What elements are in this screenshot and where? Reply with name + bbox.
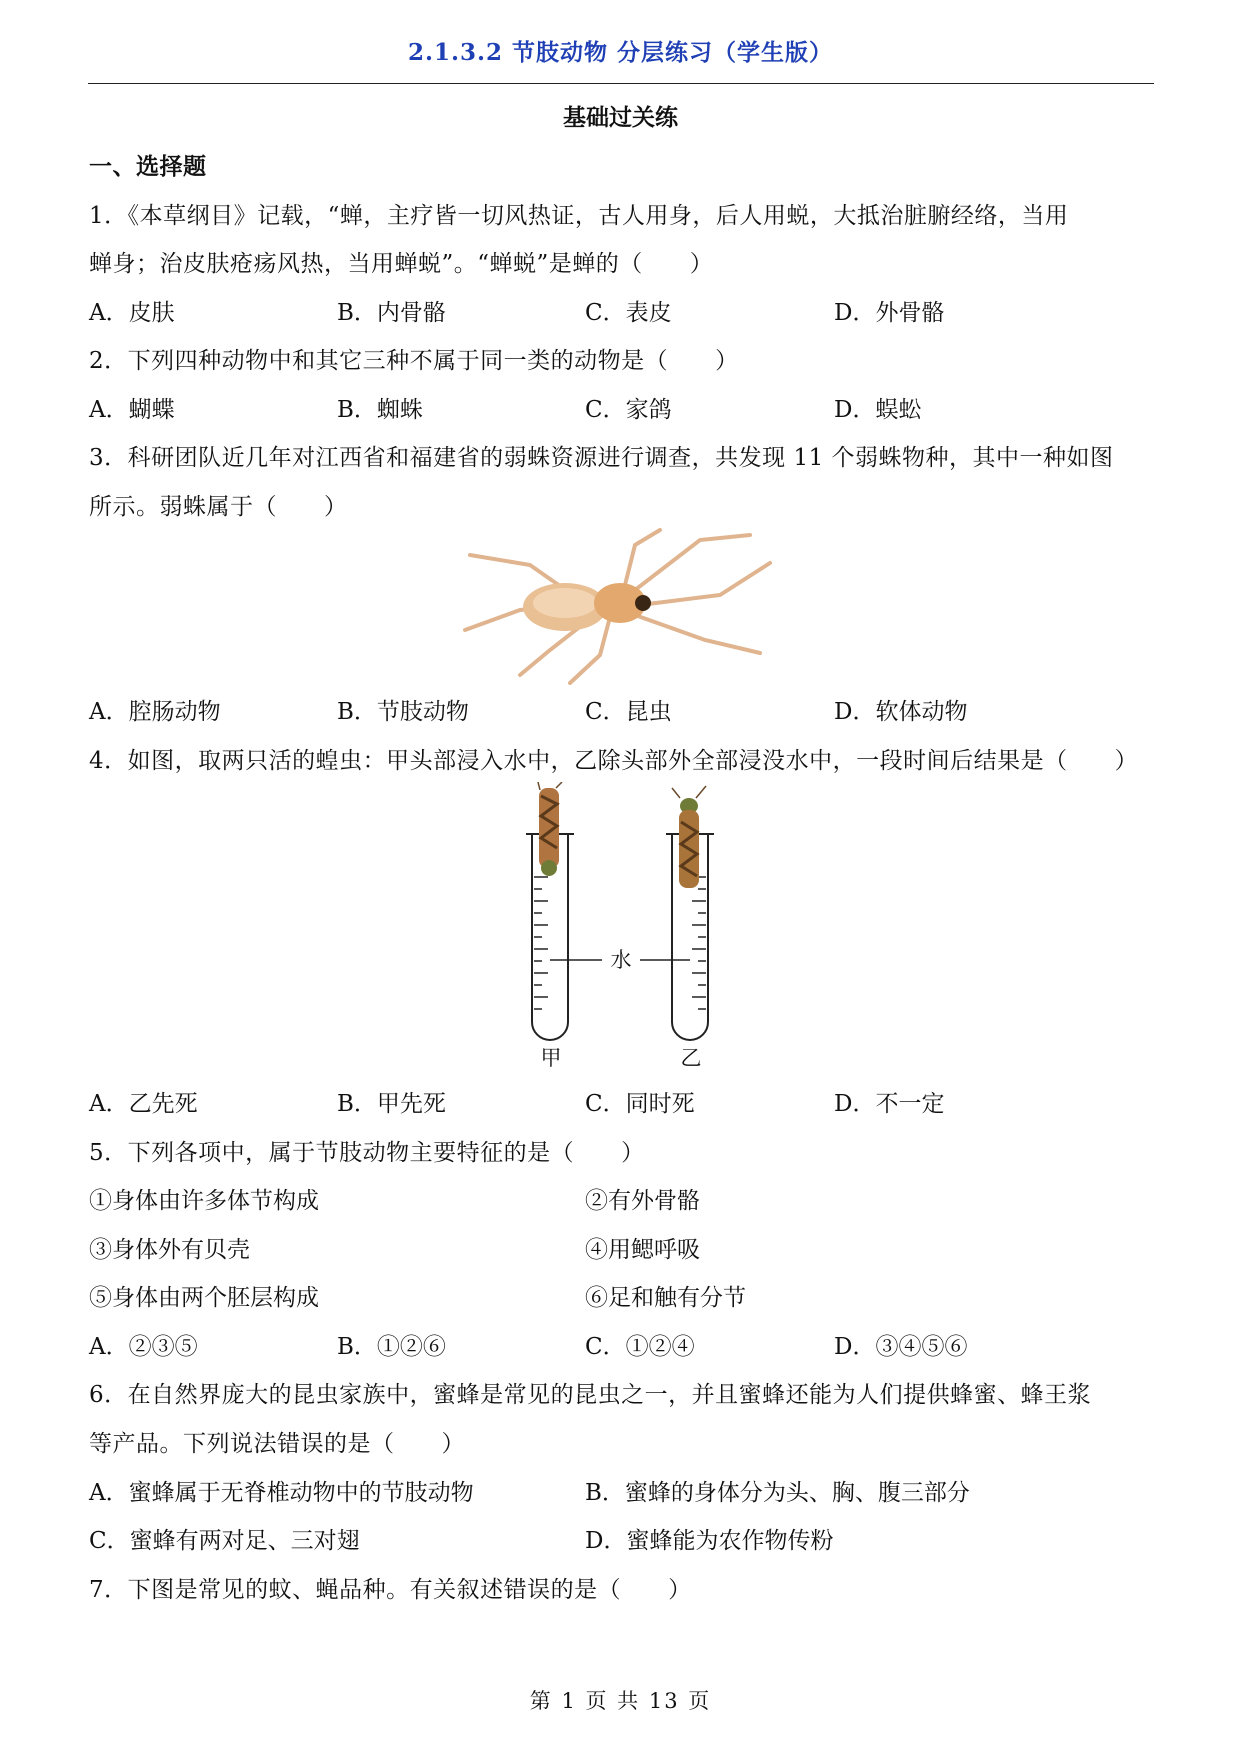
q6-option-b: B．蜜蜂的身体分为头、胸、腹三部分 [585,1480,970,1506]
q5-option-b: B．①②⑥ [337,1334,446,1360]
question-2-line-1: 2．下列四种动物中和其它三种不属于同一类的动物是（ ） [89,348,739,374]
tube-jia-label: 甲 [540,1046,562,1070]
locust-test-tube-figure [510,782,730,1072]
spider-figure [460,525,780,685]
q2-option-c: C．家鸽 [585,397,672,423]
q1-option-c: C．表皮 [585,300,672,326]
q2-option-d: D．蜈蚣 [834,397,922,423]
q1-option-a: A．皮肤 [89,300,175,326]
q3-option-c: C．昆虫 [585,699,672,725]
question-1-line-1: 1．《本草纲目》记载，“蝉，主疗皆一切风热证，古人用身，后人用蜕，大抵治脏腑经络，当用 [89,203,1069,229]
q6-option-c: C．蜜蜂有两对足、三对翅 [89,1528,360,1554]
q5-item-6: ⑥足和触有分节 [585,1285,746,1311]
q2-option-a: A．蝴蝶 [89,397,175,423]
water-label: 水 [610,948,632,972]
document-header-title: 2.1.3.2 节肢动物 分层练习（学生版） [407,39,834,66]
q4-option-a: A．乙先死 [89,1091,198,1117]
q3-option-a: A．腔肠动物 [89,699,221,725]
question-6-line-2: 等产品。下列说法错误的是（ ） [89,1431,465,1457]
q5-item-3: ③身体外有贝壳 [89,1237,250,1263]
part-title: 一、选择题 [89,153,207,180]
q4-option-c: C．同时死 [585,1091,695,1117]
q5-option-d: D．③④⑤⑥ [834,1334,968,1360]
page-footer: 第 1 页 共 13 页 [529,1689,712,1713]
q3-option-d: D．软体动物 [834,699,968,725]
q4-option-d: D．不一定 [834,1091,945,1117]
q6-option-d: D．蜜蜂能为农作物传粉 [585,1528,834,1554]
question-6-line-1: 6．在自然界庞大的昆虫家族中，蜜蜂是常见的昆虫之一，并且蜜蜂还能为人们提供蜂蜜、蜂王浆 [89,1382,1092,1408]
q4-option-b: B．甲先死 [337,1091,446,1117]
question-1-line-2: 蝉身；治皮肤疮疡风热，当用蝉蜕”。“蝉蜕”是蝉的（ ） [89,251,714,277]
q5-item-4: ④用鳃呼吸 [585,1237,700,1263]
question-4-line-1: 4．如图，取两只活的蝗虫：甲头部浸入水中，乙除头部外全部浸没水中，一段时间后结果是（ ） [89,748,1139,774]
section-title: 基础过关练 [563,104,678,131]
q6-option-a: A．蜜蜂属于无脊椎动物中的节肢动物 [89,1480,474,1506]
q1-option-d: D．外骨骼 [834,300,945,326]
question-3-line-1: 3．科研团队近几年对江西省和福建省的弱蛛资源进行调查，共发现 11 个弱蛛物种，其中一种如图 [89,445,1114,471]
q5-item-1: ①身体由许多体节构成 [89,1188,319,1214]
question-7-line-1: 7．下图是常见的蚊、蝇品种。有关叙述错误的是（ ） [89,1577,692,1603]
q3-option-b: B．节肢动物 [337,699,469,725]
question-5-line-1: 5．下列各项中，属于节肢动物主要特征的是（ ） [89,1140,645,1166]
q5-item-5: ⑤身体由两个胚层构成 [89,1285,319,1311]
q5-option-a: A．②③⑤ [89,1334,198,1360]
q5-item-2: ②有外骨骼 [585,1188,700,1214]
header-divider [88,83,1154,84]
q5-option-c: C．①②④ [585,1334,695,1360]
tube-yi-label: 乙 [680,1046,702,1070]
q2-option-b: B．蜘蛛 [337,397,423,423]
question-3-line-2: 所示。弱蛛属于（ ） [89,494,348,520]
q1-option-b: B．内骨骼 [337,300,446,326]
